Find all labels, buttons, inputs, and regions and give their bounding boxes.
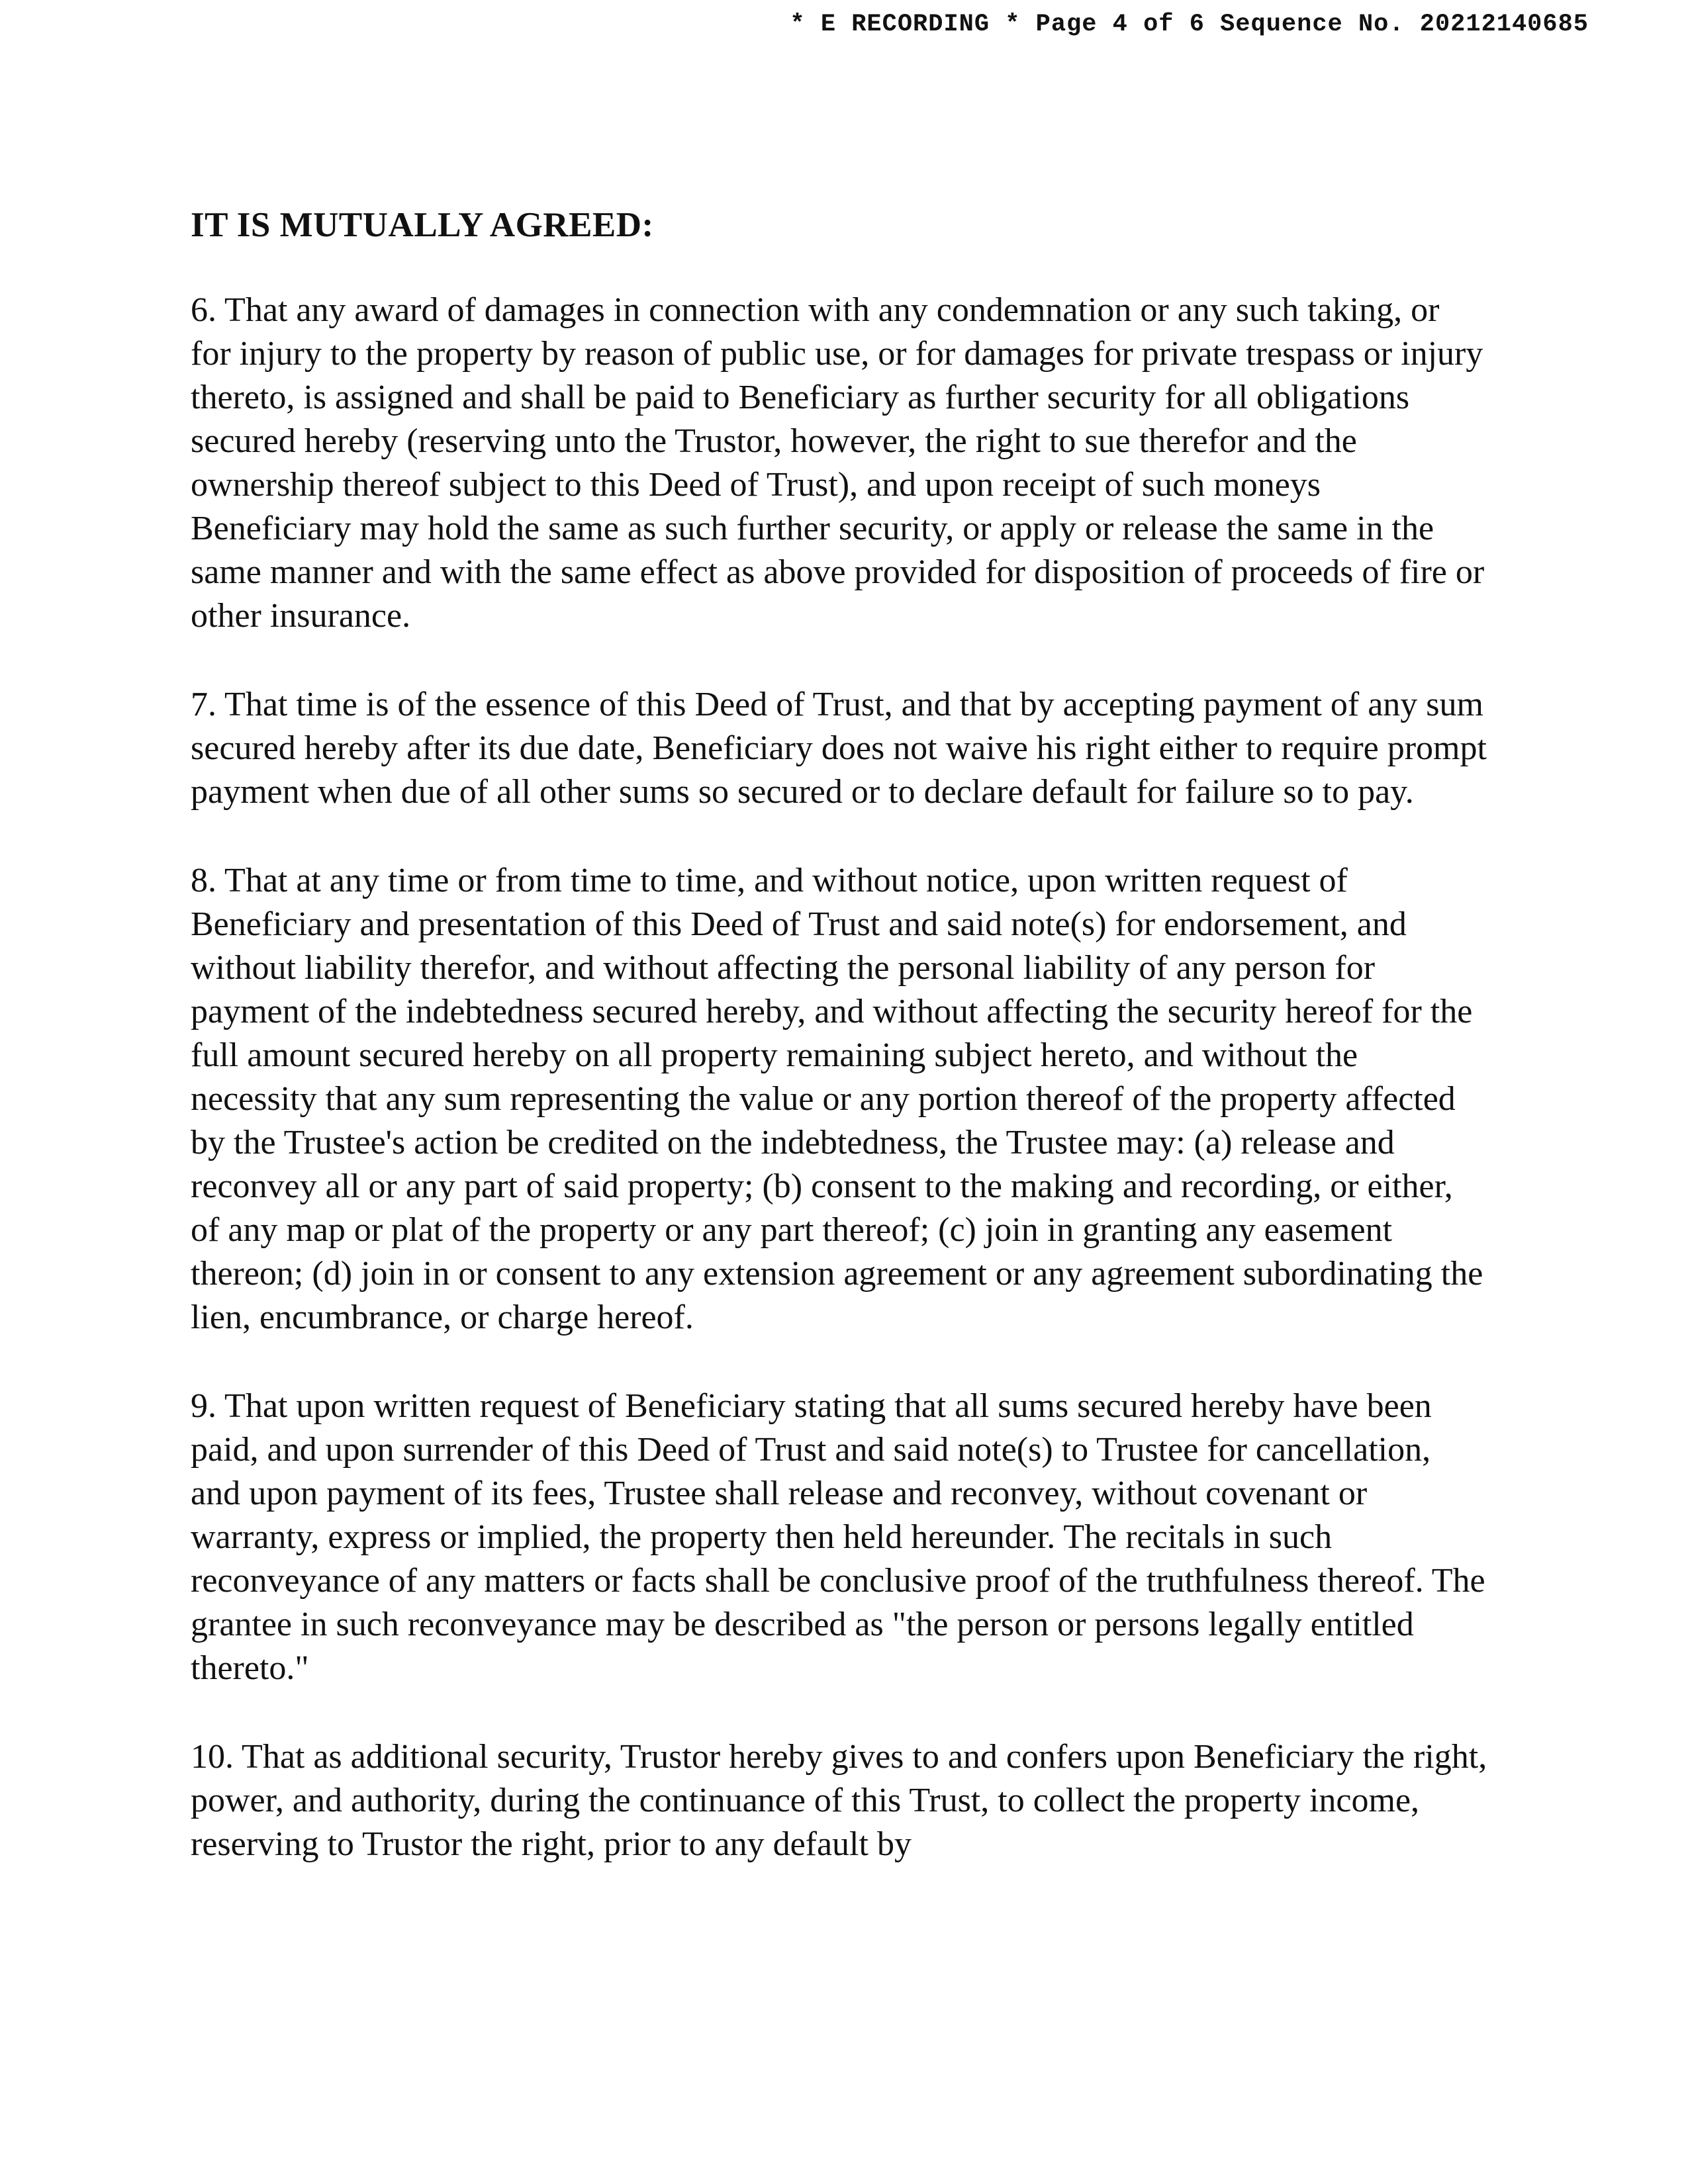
recording-stamp: * E RECORDING * Page 4 of 6 Sequence No. 20212140685 xyxy=(790,11,1589,38)
paragraph-9: 9. That upon written request of Beneficiary stating that all sums secured hereby have been paid, and upon surrender of this Deed of Trust and said note(s) to Trustee for cancellation, and upon payment of its fees, Trustee shall release and reconvey, without covenant or warranty, express or implied, the property then held hereunder. The recitals in such reconveyance of any matters or facts shall be conclusive proof of the truthfulness thereof. The grantee in such reconveyance may be described as "the person or persons legally entitled thereto." xyxy=(191,1387,1485,1687)
paragraph-7: 7. That time is of the essence of this Deed of Trust, and that by accepting payment of any sum secured hereby after its due date, Beneficiary does not waive his right either to require prompt payment when due of all other sums so secured or to declare default for failure so to pay. xyxy=(191,686,1487,811)
paragraph-10: 10. That as additional security, Trustor hereby gives to and confers upon Beneficiary the right, power, and authority, during the continuance of this Trust, to collect the property income, reserving to Trustor the right, prior to any default by xyxy=(191,1738,1487,1863)
paragraph-6: 6. That any award of damages in connection with any condemnation or any such taking, or for injury to the property by reason of public use, or for damages for private trespass or injury thereto, is assigned and shall be paid to Beneficiary as further security for all obligations secured hereby (reserving unto the Trustor, however, the right to sue therefor and the ownership thereof subject to this Deed of Trust), and upon receipt of such moneys Beneficiary may hold the same as such further security, or apply or release the same in the same manner and with the same effect as above provided for disposition of proceeds of fire or other insurance. xyxy=(191,291,1485,635)
section-heading: IT IS MUTUALLY AGREED: xyxy=(191,206,654,244)
paragraph-8: 8. That at any time or from time to time, and without notice, upon written request of Beneficiary and presentation of this Deed of Trust and said note(s) for endorsement, and without liability therefor, and without affecting the personal liability of any person for payment of the indebtedness secured hereby, and without affecting the security hereof for the full amount secured hereby on all property remaining subject hereto, and without the necessity that any sum representing the value or any portion thereof of the property affected by the Trustee's action be credited on the indebtedness, the Trustee may: (a) release and reconvey all or any part of said property; (b) consent to the making and recording, or either, of any map or plat of the property or any part thereof; (c) join in granting any easement thereon; (d) join in or consent to any extension agreement or any agreement subordinating the lien, encumbrance, or charge hereof. xyxy=(191,862,1483,1336)
document-body xyxy=(191,199,1488,1911)
